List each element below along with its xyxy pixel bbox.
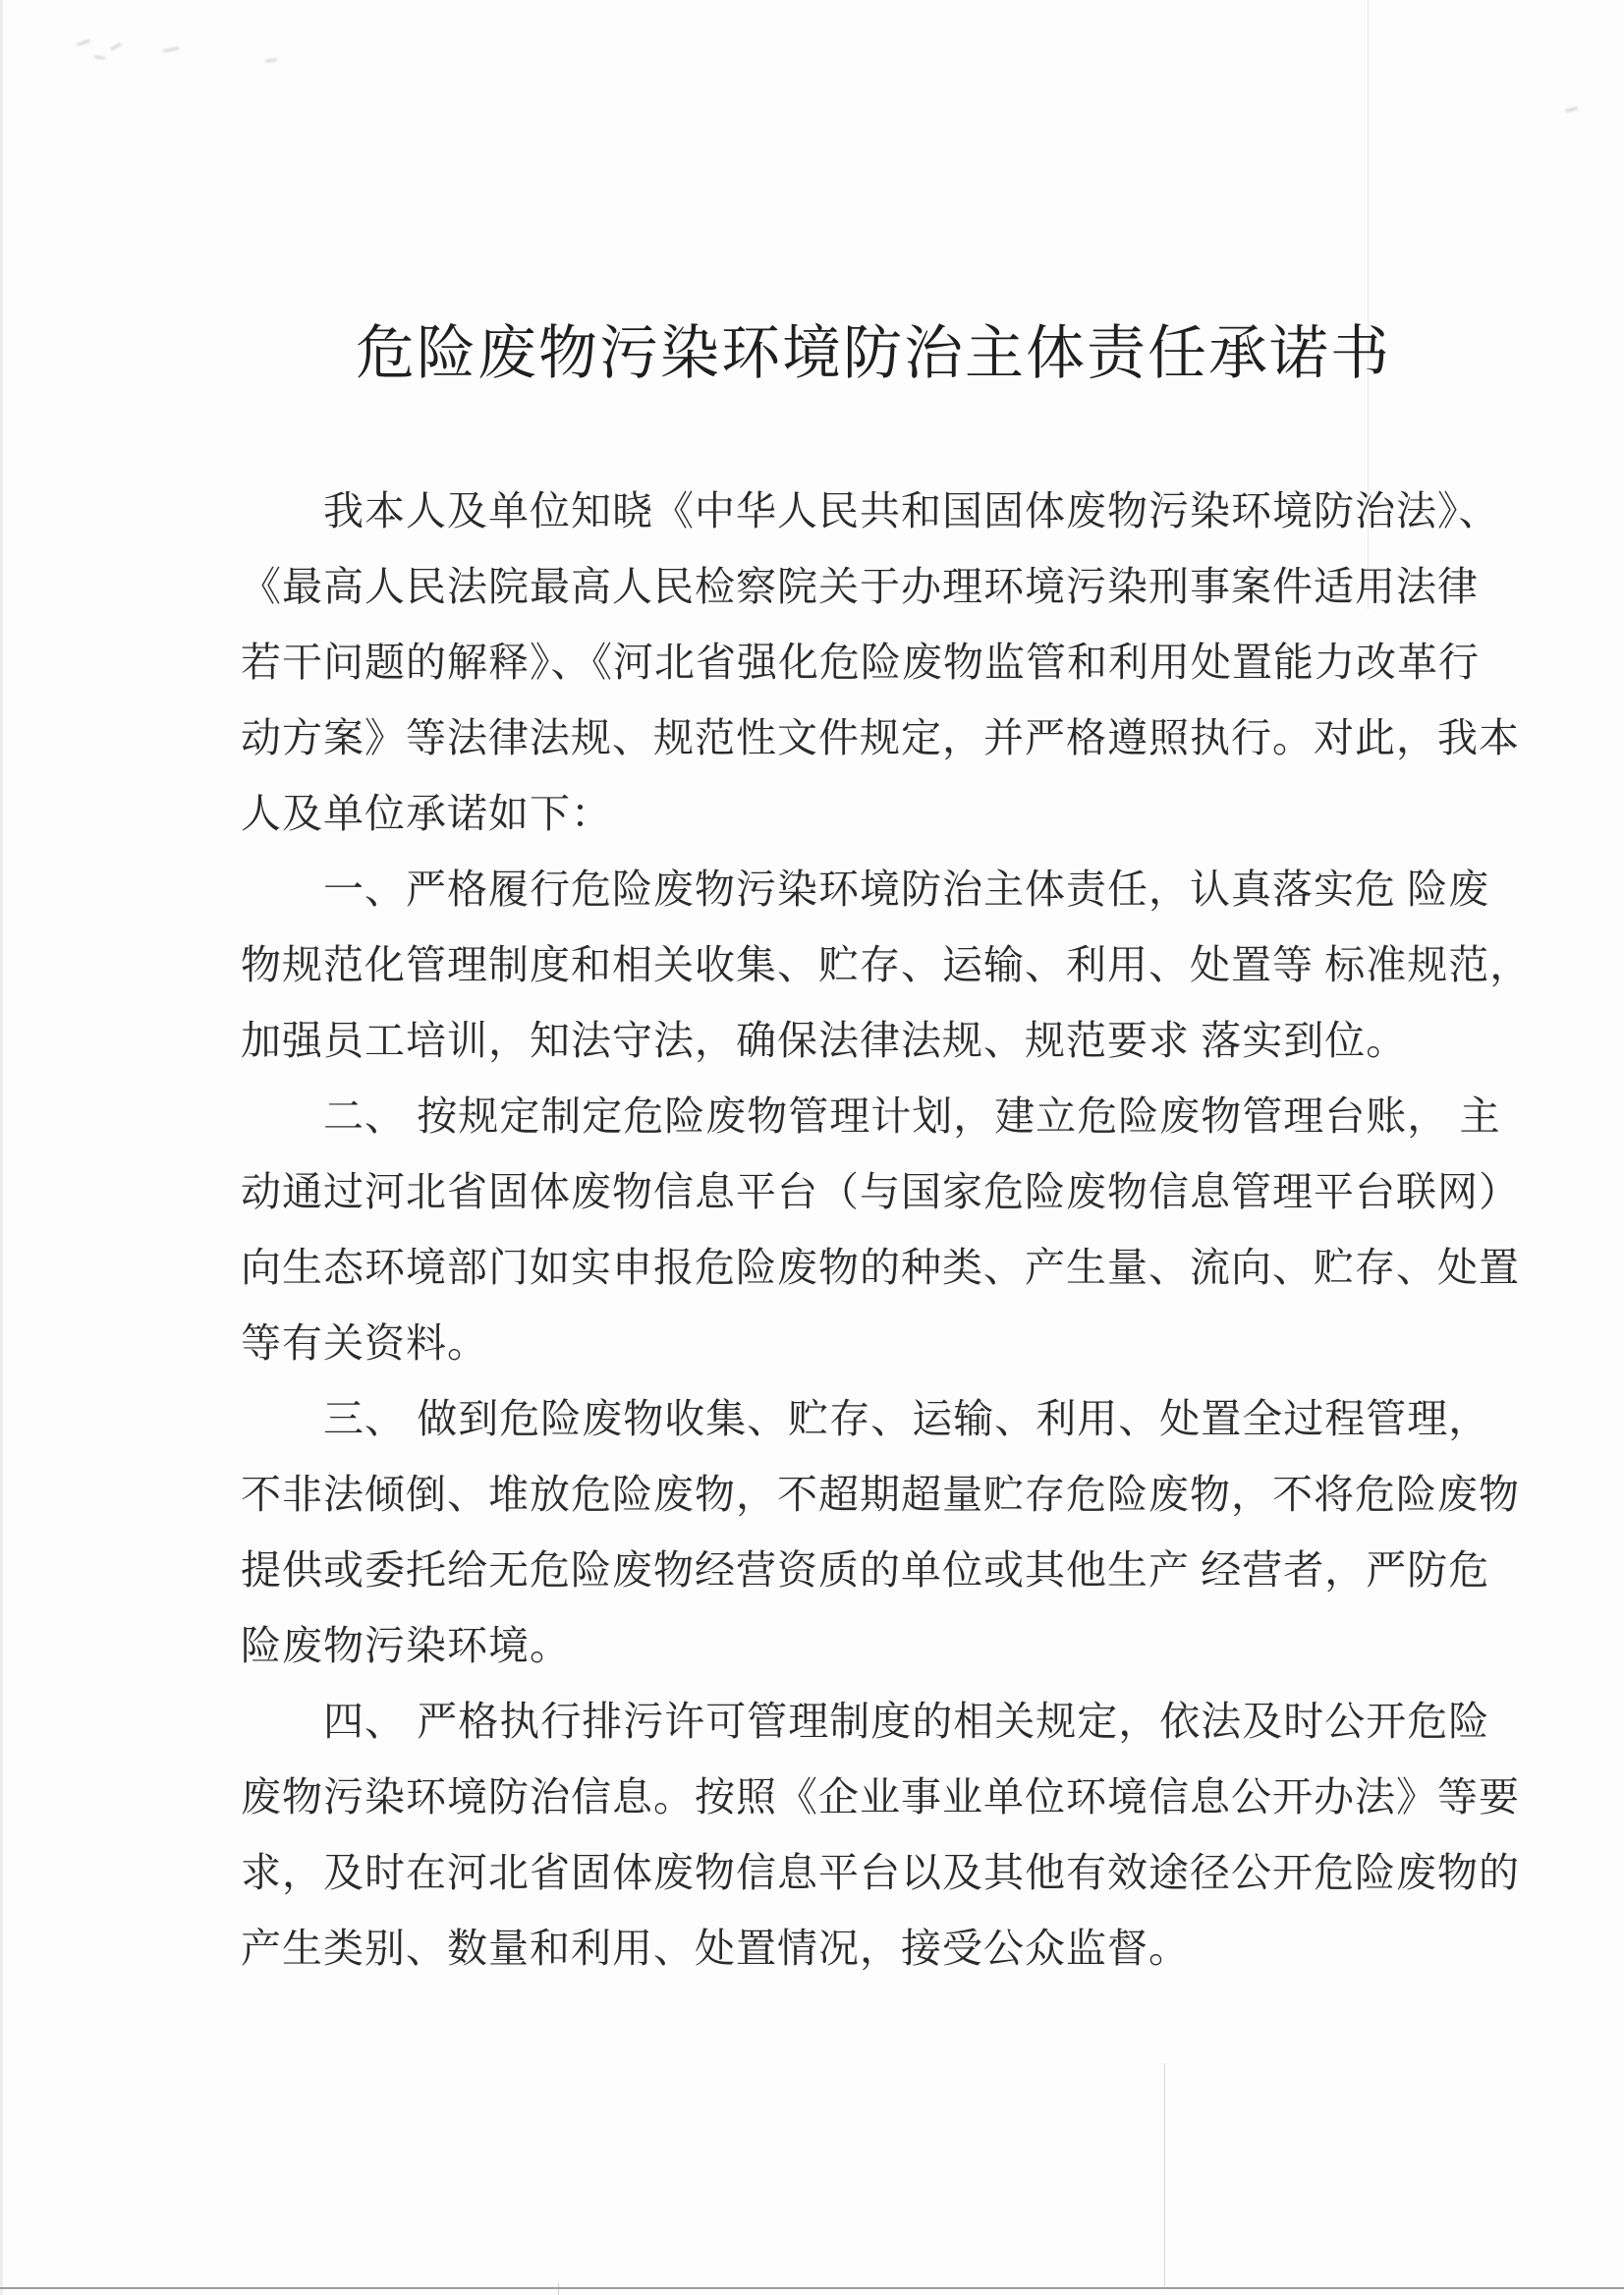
- scan-crease-vertical: [1164, 2063, 1165, 2289]
- scan-smudge: [110, 42, 122, 51]
- scan-smudge: [265, 58, 277, 63]
- text-line: 三、 做到危险废物收集、贮存、运输、利用、处置全过程管理，: [323, 1396, 1490, 1441]
- scan-smudge: [1565, 106, 1578, 112]
- paragraph: [241, 1381, 1520, 1684]
- scan-left-edge-strip: [0, 0, 3, 2295]
- document-body: [241, 474, 1532, 1987]
- text-line: 等有关资料。: [241, 1320, 488, 1366]
- text-line: 四、 严格执行排污许可管理制度的相关规定，依法及时公开危险: [323, 1699, 1490, 1744]
- text-line: 我本人及单位知晓《中华人民共和国固体废物污染环境防治法》、: [323, 488, 1500, 533]
- text-line: 动通过河北省固体废物信息平台（与国家危险废物信息管理平台联网）: [241, 1169, 1520, 1214]
- scan-smudge: [94, 55, 105, 60]
- text-line: 不非法倾倒、堆放危险废物，不超期超量贮存危险废物，不将危险废物: [241, 1472, 1520, 1517]
- text-line: 废物污染环境防治信息。按照《企业事业单位环境信息公开办法》等要: [241, 1774, 1520, 1819]
- paragraph: [241, 1684, 1520, 1987]
- scan-smudge: [77, 39, 90, 46]
- paragraph: [241, 852, 1532, 1079]
- text-line: 《最高人民法院最高人民检察院关于办理环境污染刑事案件适用法律: [241, 564, 1479, 609]
- paragraph: [241, 474, 1520, 852]
- paragraph: [241, 1079, 1520, 1381]
- scan-smudge: [163, 46, 179, 52]
- text-line: 动方案》等法律法规、规范性文件规定，并严格遵照执行。对此，我本: [241, 715, 1520, 760]
- text-line: 求，及时在河北省固体废物信息平台以及其他有效途径公开危险废物的: [241, 1850, 1520, 1895]
- text-line: 若干问题的解释》、《河北省强化危险废物监管和利用处置能力改革行: [241, 640, 1480, 685]
- text-line: 二、 按规定制定危险废物管理计划，建立危险废物管理台账， 主: [323, 1093, 1501, 1139]
- text-line: 物规范化管理制度和相关收集、贮存、运输、利用、处置等 标准规范，: [241, 942, 1532, 987]
- text-line: 产生类别、数量和利用、处置情况，接受公众监督。: [241, 1926, 1190, 1971]
- scan-page-edge-line: [0, 2287, 1624, 2289]
- text-line: 一、严格履行危险废物污染环境防治主体责任，认真落实危 险废: [323, 867, 1490, 912]
- text-line: 加强员工培训，知法守法，确保法律法规、规范要求 落实到位。: [241, 1018, 1408, 1063]
- text-line: 向生态环境部门如实申报危险废物的种类、产生量、流向、贮存、处置: [241, 1245, 1520, 1290]
- scan-tick-mark: [558, 2283, 559, 2295]
- text-line: 险废物污染环境。: [241, 1623, 571, 1668]
- text-line: 提供或委托给无危险废物经营资质的单位或其他生产 经营者，严防危: [241, 1547, 1490, 1593]
- document-title: 危险废物污染环境防治主体责任承诺书: [356, 321, 1391, 386]
- text-line: 人及单位承诺如下：: [241, 791, 612, 836]
